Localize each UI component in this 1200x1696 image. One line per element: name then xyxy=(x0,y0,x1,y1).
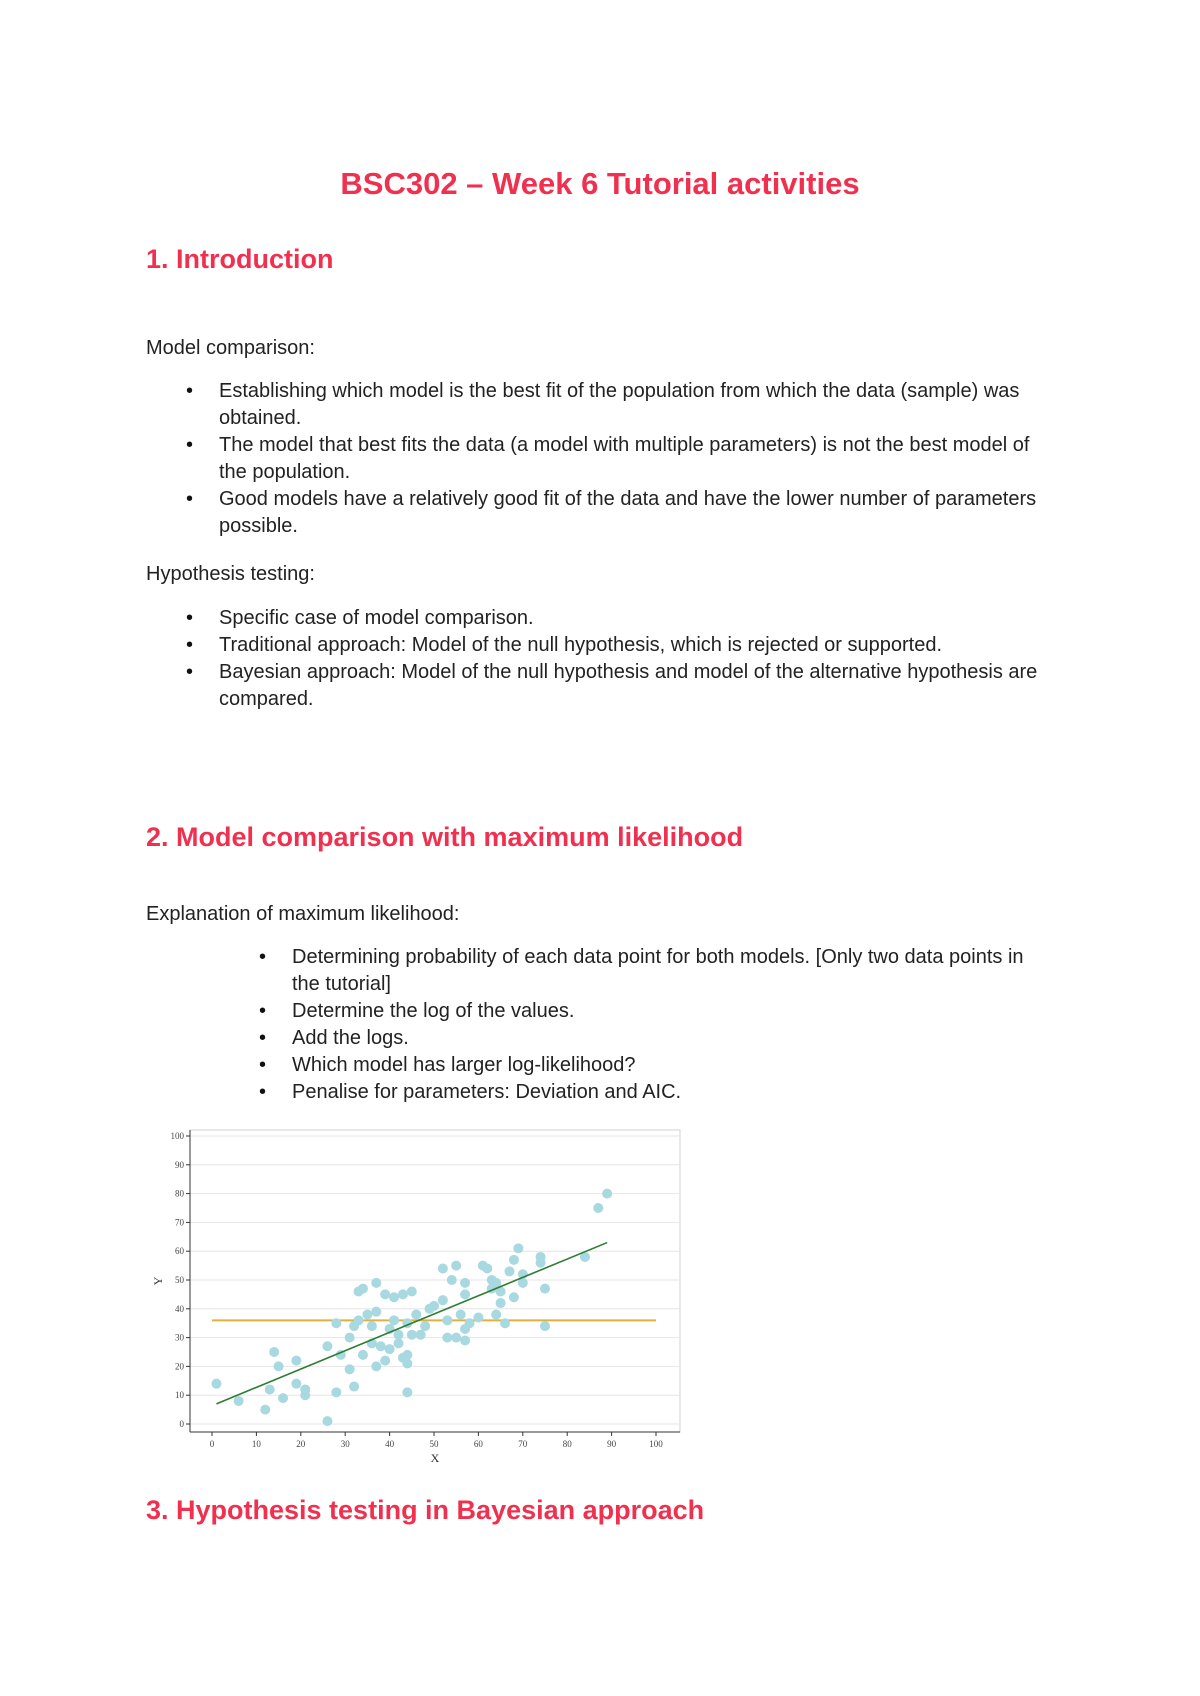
list-item: • Which model has larger log-likelihood? xyxy=(292,1052,1052,1079)
data-point xyxy=(416,1330,426,1340)
data-point xyxy=(500,1318,510,1328)
data-point xyxy=(345,1364,355,1374)
y-tick-label: 70 xyxy=(175,1217,184,1228)
data-point xyxy=(358,1350,368,1360)
data-point xyxy=(345,1333,355,1343)
list-item: • Traditional approach: Model of the null hypothesis, which is rejected or supported. xyxy=(219,632,1049,659)
data-point xyxy=(278,1393,288,1403)
document-title: BSC302 – Week 6 Tutorial activities xyxy=(340,166,860,201)
section-2-heading: 2. Model comparison with maximum likelihood xyxy=(146,822,744,852)
x-tick-label: 30 xyxy=(340,1439,350,1449)
hypothesis-testing-label: Hypothesis testing: xyxy=(146,563,315,585)
y-tick-label: 10 xyxy=(175,1390,184,1401)
data-point xyxy=(473,1312,483,1322)
section-3-heading: 3. Hypothesis testing in Bayesian approach xyxy=(146,1495,705,1525)
list-item: • Specific case of model comparison. xyxy=(219,605,1049,632)
data-point xyxy=(429,1301,439,1311)
data-point xyxy=(385,1344,395,1354)
data-point xyxy=(420,1321,430,1331)
x-tick-label: 20 xyxy=(296,1439,306,1449)
explanation-list xyxy=(292,944,1052,1106)
data-point xyxy=(482,1263,492,1273)
data-point xyxy=(371,1361,381,1371)
y-tick-label: 60 xyxy=(175,1246,184,1257)
data-point xyxy=(438,1295,448,1305)
data-point xyxy=(358,1284,368,1294)
model-comparison-label: Model comparison: xyxy=(146,337,315,359)
data-point xyxy=(380,1356,390,1366)
y-tick-label: 0 xyxy=(179,1419,184,1429)
data-point xyxy=(260,1405,270,1415)
y-tick-label: 20 xyxy=(175,1361,184,1372)
data-point xyxy=(291,1356,301,1366)
y-axis-label: Y xyxy=(151,1276,165,1286)
x-tick-label: 60 xyxy=(473,1439,483,1449)
data-point xyxy=(540,1284,550,1294)
data-point xyxy=(371,1307,381,1317)
data-point xyxy=(376,1341,386,1351)
data-point xyxy=(536,1252,546,1262)
data-point xyxy=(442,1315,452,1325)
data-point xyxy=(211,1379,221,1389)
explanation-label: Explanation of maximum likelihood: xyxy=(146,903,460,925)
data-point xyxy=(456,1310,466,1320)
data-point xyxy=(513,1243,523,1253)
list-item: • Bayesian approach: Model of the null hypothesis and model of the alternative hypothesis are compared. xyxy=(219,659,1049,713)
x-axis-label: X xyxy=(430,1451,440,1465)
data-point xyxy=(407,1287,417,1297)
data-point xyxy=(367,1321,377,1331)
data-point xyxy=(380,1289,390,1299)
data-point xyxy=(504,1266,514,1276)
data-point xyxy=(496,1298,506,1308)
list-item: • Good models have a relatively good fit of the data and have the lower number of parameters possible. xyxy=(219,486,1049,540)
x-tick-label: 80 xyxy=(562,1439,572,1449)
data-point xyxy=(402,1387,412,1397)
y-tick-label: 80 xyxy=(175,1188,184,1199)
data-point xyxy=(274,1361,284,1371)
data-point xyxy=(398,1289,408,1299)
data-point xyxy=(460,1335,470,1345)
x-tick-label: 0 xyxy=(209,1439,215,1449)
data-point xyxy=(451,1261,461,1271)
data-point xyxy=(349,1382,359,1392)
data-point xyxy=(491,1310,501,1320)
data-point xyxy=(291,1379,301,1389)
x-tick-label: 90 xyxy=(607,1439,617,1449)
data-point xyxy=(460,1278,470,1288)
data-point xyxy=(509,1255,519,1265)
data-point xyxy=(540,1321,550,1331)
data-point xyxy=(442,1333,452,1343)
y-tick-label: 90 xyxy=(175,1159,184,1170)
data-point xyxy=(509,1292,519,1302)
list-item: • Determine the log of the values. xyxy=(292,998,1052,1025)
data-point xyxy=(322,1416,332,1426)
list-item: • Determining probability of each data point for both models. [Only two data points in the tutorial] xyxy=(292,944,1052,998)
data-point xyxy=(407,1330,417,1340)
data-point xyxy=(393,1330,403,1340)
y-tick-label: 50 xyxy=(175,1275,184,1285)
hypothesis-testing-list xyxy=(219,605,1049,713)
list-item: • Penalise for parameters: Deviation and AIC. xyxy=(292,1079,1052,1106)
x-tick-label: 50 xyxy=(429,1439,439,1449)
data-point xyxy=(234,1396,244,1406)
x-tick-label: 100 xyxy=(649,1439,663,1449)
data-point xyxy=(402,1350,412,1360)
data-point xyxy=(354,1315,364,1325)
data-point xyxy=(389,1315,399,1325)
scatter-chart xyxy=(150,1122,690,1472)
x-tick-label: 70 xyxy=(518,1439,528,1449)
y-tick-label: 100 xyxy=(170,1131,184,1141)
x-tick-label: 10 xyxy=(251,1439,261,1449)
list-item: • Add the logs. xyxy=(292,1025,1052,1052)
data-point xyxy=(465,1318,475,1328)
data-point xyxy=(265,1384,275,1394)
data-point xyxy=(269,1347,279,1357)
data-point xyxy=(402,1359,412,1369)
data-point xyxy=(371,1278,381,1288)
data-point xyxy=(362,1310,372,1320)
x-tick-label: 40 xyxy=(385,1439,395,1449)
data-point xyxy=(593,1203,603,1213)
list-item: • The model that best fits the data (a model with multiple parameters) is not the best model of the population. xyxy=(219,432,1049,486)
y-tick-label: 40 xyxy=(175,1303,184,1314)
data-point xyxy=(460,1289,470,1299)
data-point xyxy=(389,1292,399,1302)
data-point xyxy=(447,1275,457,1285)
data-point xyxy=(331,1387,341,1397)
data-point xyxy=(322,1341,332,1351)
data-point xyxy=(393,1338,403,1348)
plot-panel xyxy=(190,1130,680,1432)
scatter-chart-svg xyxy=(150,1122,690,1472)
section-1-heading: 1. Introduction xyxy=(146,244,334,274)
data-point xyxy=(300,1384,310,1394)
data-point xyxy=(411,1310,421,1320)
model-comparison-list xyxy=(219,378,1049,540)
list-item: • Establishing which model is the best fit of the population from which the data (sample) was obtained. xyxy=(219,378,1049,432)
data-point xyxy=(331,1318,341,1328)
data-point xyxy=(438,1263,448,1273)
data-point xyxy=(451,1333,461,1343)
y-tick-label: 30 xyxy=(175,1332,184,1343)
data-point xyxy=(602,1189,612,1199)
